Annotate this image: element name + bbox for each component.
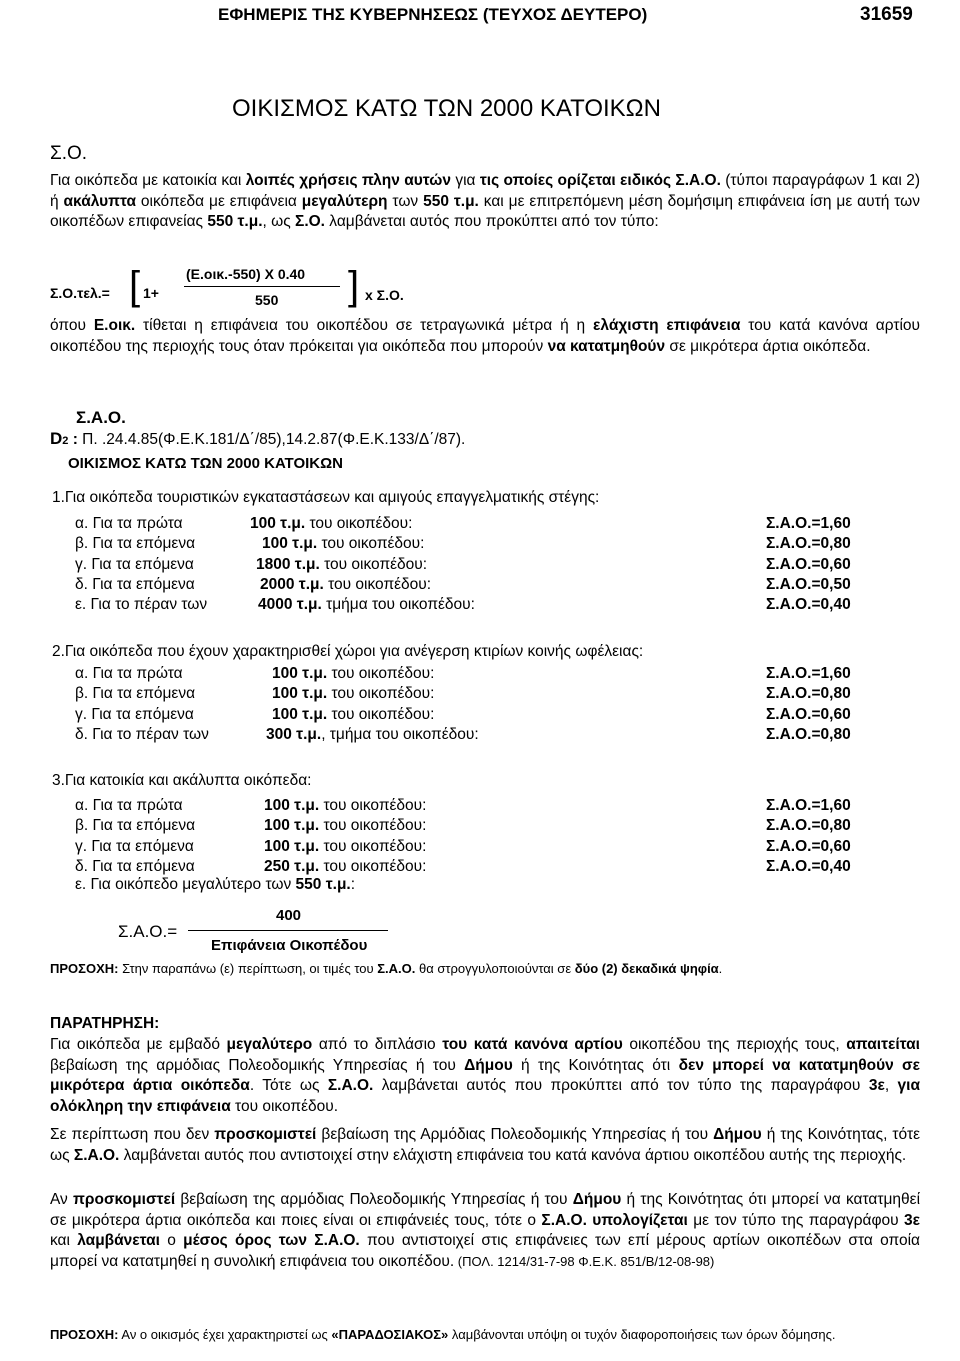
quantity-value: 2000 τ.μ. bbox=[260, 575, 324, 593]
quantity-suffix: του οικοπέδου: bbox=[327, 665, 435, 682]
sao-row bbox=[0, 665, 960, 685]
formula2-denominator: Επιφάνεια Οικοπέδου bbox=[211, 937, 368, 954]
quantity-suffix: του οικοπέδου: bbox=[319, 797, 427, 814]
section2-heading: ΟΙΚΙΣΜΟΣ ΚΑΤΩ ΤΩΝ 2000 ΚΑΤΟΙΚΩΝ bbox=[68, 455, 343, 472]
sao-row bbox=[0, 706, 960, 726]
quantity-suffix: του οικοπέδου: bbox=[327, 705, 435, 723]
quantity-suffix: του οικοπέδου: bbox=[319, 857, 427, 875]
page-number: 31659 bbox=[860, 4, 913, 25]
row-sao-value: Σ.Α.Ο.=0,40 bbox=[766, 596, 851, 614]
row-sao-value: Σ.Α.Ο.=0,50 bbox=[766, 575, 851, 593]
quantity-suffix: του οικοπέδου: bbox=[319, 837, 427, 855]
row-quantity bbox=[264, 817, 426, 835]
row-quantity bbox=[272, 706, 434, 724]
row-sao-value: Σ.Α.Ο.=0,80 bbox=[766, 817, 851, 835]
right-bracket: ] bbox=[348, 264, 360, 308]
quantity-value: 4000 τ.μ. bbox=[258, 596, 322, 614]
row-quantity bbox=[266, 726, 479, 744]
formula-times: x Σ.Ο. bbox=[365, 287, 404, 303]
row-quantity bbox=[262, 535, 424, 553]
note-traditional: ΠΡΟΣΟΧΗ: Αν ο οικισμός έχει χαρακτηριστεί ως «ΠΑΡΑΔΟΣΙΑΚΟΣ» λαμβάνονται υπόψη οι τυχόν διαφοροποιήσεις των όρων δόμησης. bbox=[50, 1327, 836, 1342]
row-label: δ. Για τα επόμενα bbox=[75, 857, 195, 875]
quantity-value: 100 τ.μ. bbox=[272, 665, 328, 682]
row-quantity bbox=[260, 576, 431, 594]
note-rounding: ΠΡΟΣΟΧΗ: Στην παραπάνω (ε) περίπτωση, οι τιμές του Σ.Α.Ο. θα στρογγυλοποιούνται σε δύο (2) δεκαδικά ψηφία. bbox=[50, 961, 723, 976]
group-title: 3.Για κατοικία και ακάλυπτα οικόπεδα: bbox=[52, 772, 312, 789]
quantity-suffix: του οικοπέδου: bbox=[305, 515, 413, 532]
sao-label: Σ.Α.Ο. bbox=[76, 408, 126, 427]
quantity-value: 100 τ.μ. bbox=[264, 817, 320, 835]
row-quantity bbox=[272, 685, 434, 703]
row-label: α. Για τα πρώτα bbox=[75, 797, 183, 814]
row-sao-value: Σ.Α.Ο.=0,60 bbox=[766, 837, 851, 855]
quantity-value: 100 τ.μ. bbox=[250, 515, 306, 532]
row-sao-value: Σ.Α.Ο.=0,60 bbox=[766, 705, 851, 723]
sao-row bbox=[0, 685, 960, 705]
quantity-value: 100 τ.μ. bbox=[272, 705, 328, 723]
row-quantity bbox=[256, 556, 427, 574]
sao-row bbox=[0, 797, 960, 817]
sao-row bbox=[0, 726, 960, 746]
formula-numerator: (Ε.οικ.-550) Χ 0.40 bbox=[186, 266, 306, 282]
row-label: γ. Για τα επόμενα bbox=[75, 555, 194, 573]
row-label: α. Για τα πρώτα bbox=[75, 515, 183, 532]
row-quantity bbox=[258, 596, 475, 614]
formula-denominator: 550 bbox=[255, 292, 279, 308]
quantity-value: 1800 τ.μ. bbox=[256, 555, 320, 573]
row-larger-plot: ε. Για οικόπεδο μεγαλύτερο των 550 τ.μ.: bbox=[75, 876, 356, 893]
quantity-suffix: του οικοπέδου: bbox=[327, 685, 435, 703]
row-sao-value: Σ.Α.Ο.=1,60 bbox=[766, 665, 851, 682]
formula2-lhs: Σ.Α.Ο.= bbox=[118, 922, 178, 941]
sao-row bbox=[0, 535, 960, 555]
paragraph-so-definition: Για οικόπεδα με κατοικία και λοιπές χρήσεις πλην αυτών για τις οποίες ορίζεται ειδικός Σ.Α.Ο. (τύποι παραγράφων 1 και 2) ή ακάλυπτα οικόπεδα με επιφάνεια μεγαλύτερη των 550 τ.μ. και με επιτρεπόμενη μέση δομήσιμη επιφάνεια ίση με αυτή των οικοπέδων επιφανείας 550 τ.μ., ως Σ.Ο. λαμβάνεται αυτός που προκύπτει από τον τύπο: bbox=[50, 172, 920, 230]
row-label: ε. Για το πέραν των bbox=[75, 596, 208, 614]
row-sao-value: Σ.Α.Ο.=0,60 bbox=[766, 555, 851, 573]
sao-row bbox=[0, 596, 960, 616]
quantity-value: 250 τ.μ. bbox=[264, 857, 320, 875]
gazette-header-title: ΕΦΗΜΕΡΙΣ ΤΗΣ ΚΥΒΕΡΝΗΣΕΩΣ (ΤΕΥΧΟΣ ΔΕΥΤΕΡΟ) bbox=[218, 5, 648, 24]
formula2-numerator: 400 bbox=[276, 907, 302, 924]
quantity-suffix: , τμήμα του οικοπέδου: bbox=[321, 725, 479, 743]
sao-row bbox=[0, 576, 960, 596]
left-bracket: [ bbox=[129, 264, 141, 308]
remark-paragraph-1: Για οικόπεδα με εμβαδό μεγαλύτερο από το διπλάσιο του κατά κανόνα αρτίου οικοπέδου της περιοχής τους, απαιτείται βεβαίωση της αρμόδιας Πολεοδομικής Υπηρεσίας ή του Δήμου ή της Κοινότητας ότι δεν μπορεί να κατατμηθούν σε μικρότερα άρτια οικόπεδα. Τότε ως Σ.Α.Ο. λαμβάνεται αυτός που προκύπτει από τον τύπο της παραγράφου 3ε, για ολόκληρη την επιφάνεια του οικοπέδου. bbox=[50, 1036, 921, 1115]
row-quantity bbox=[264, 797, 426, 815]
row-label: γ. Για τα επόμενα bbox=[75, 837, 194, 855]
quantity-value: 100 τ.μ. bbox=[264, 797, 320, 814]
row-sao-value: Σ.Α.Ο.=0,40 bbox=[766, 857, 851, 875]
row-label: β. Για τα επόμενα bbox=[75, 685, 196, 703]
quantity-value: 100 τ.μ. bbox=[272, 685, 328, 703]
remark-title: ΠΑΡΑΤΗΡΗΣΗ: bbox=[50, 1015, 160, 1032]
remark-paragraph-2: Σε περίπτωση που δεν προσκομιστεί βεβαίωση της Αρμόδιας Πολεοδομικής Υπηρεσίας ή του Δήμου ή της Κοινότητας, τότε ως Σ.Α.Ο. λαμβάνεται αυτός που αντιστοιχεί στην ελάχιστη επιφάνεια του κατά κανόνα άρτιου οικοπέδου αυτής της περιοχής. bbox=[50, 1126, 920, 1164]
quantity-suffix: τμήμα του οικοπέδου: bbox=[321, 596, 475, 614]
fraction-line bbox=[184, 286, 340, 287]
row-sao-value: Σ.Α.Ο.=1,60 bbox=[766, 797, 851, 814]
quantity-suffix: του οικοπέδου: bbox=[319, 817, 427, 835]
quantity-suffix: του οικοπέδου: bbox=[323, 575, 432, 593]
row-quantity bbox=[264, 858, 426, 876]
paragraph-where: όπου Ε.οικ. τίθεται η επιφάνεια του οικοπέδου σε τετραγωνικά μέτρα ή η ελάχιστη επιφάνεια του κατά κανόνα αρτίου οικοπέδου της περιοχής τους όταν πρόκειται για οικόπεδα που μπορούν να κατατμηθούν σε μικρότερα άρτια οικόπεδα. bbox=[50, 317, 920, 355]
row-quantity bbox=[272, 665, 434, 683]
formula2-line bbox=[188, 930, 388, 931]
row-label: α. Για τα πρώτα bbox=[75, 665, 183, 682]
d2-reference: D2 : Π. .24.4.85(Φ.Ε.Κ.181/Δ΄/85),14.2.87(Φ.Ε.Κ.133/Δ΄/87). bbox=[50, 429, 466, 448]
section-heading: ΟΙΚΙΣΜΟΣ ΚΑΤΩ ΤΩΝ 2000 ΚΑΤΟΙΚΩΝ bbox=[232, 95, 661, 122]
sao-row bbox=[0, 858, 960, 878]
row-label: δ. Για το πέραν των bbox=[75, 725, 209, 743]
sao-row bbox=[0, 817, 960, 837]
row-label: δ. Για τα επόμενα bbox=[75, 575, 195, 593]
row-label: β. Για τα επόμενα bbox=[75, 817, 196, 835]
remark-paragraph-3: Αν προσκομιστεί βεβαίωση της αρμόδιας Πολεοδομικής Υπηρεσίας ή του Δήμου ή της Κοινότητας ότι μπορεί να κατατμηθεί σε μικρότερα άρτια οικόπεδα και ποιες είναι οι επιφάνειές τους, τότε ο Σ.Α.Ο. υπολογίζεται με τον τύπο της παραγράφου 3ε και λαμβάνεται ο μέσος όρος των Σ.Α.Ο. που αντιστοιχεί στις επιφάνειες των επί μέρους αρτίων οικοπέδων στα οποία μπορεί να κατατμηθεί η συνολική επιφάνεια του οικοπέδου. (ΠΟΛ. 1214/31-7-98 Φ.Ε.Κ. 851/Β/12-08-98) bbox=[50, 1191, 921, 1270]
sao-row bbox=[0, 515, 960, 535]
sao-row bbox=[0, 838, 960, 858]
formula-lhs: Σ.Ο.τελ.= bbox=[50, 285, 110, 301]
sao-row bbox=[0, 556, 960, 576]
quantity-suffix: του οικοπέδου: bbox=[319, 555, 428, 573]
quantity-value: 100 τ.μ. bbox=[264, 837, 320, 855]
formula-one-plus: 1+ bbox=[143, 285, 159, 301]
row-label: γ. Για τα επόμενα bbox=[75, 705, 194, 723]
row-quantity bbox=[250, 515, 412, 533]
group-title: 2.Για οικόπεδα που έχουν χαρακτηρισθεί χώροι για ανέγερση κτιρίων κοινής ωφέλειας: bbox=[52, 643, 644, 660]
group-title: 1.Για οικόπεδα τουριστικών εγκαταστάσεων και αμιγούς επαγγελματικής στέγης: bbox=[52, 489, 600, 506]
row-label: β. Για τα επόμενα bbox=[75, 535, 196, 553]
row-sao-value: Σ.Α.Ο.=0,80 bbox=[766, 535, 851, 553]
row-sao-value: Σ.Α.Ο.=1,60 bbox=[766, 515, 851, 532]
quantity-value: 300 τ.μ. bbox=[266, 725, 322, 743]
row-quantity bbox=[264, 838, 426, 856]
quantity-suffix: του οικοπέδου: bbox=[317, 535, 425, 553]
quantity-value: 100 τ.μ. bbox=[262, 535, 318, 553]
so-label: Σ.Ο. bbox=[50, 143, 88, 164]
row-sao-value: Σ.Α.Ο.=0,80 bbox=[766, 685, 851, 703]
row-sao-value: Σ.Α.Ο.=0,80 bbox=[766, 725, 851, 743]
